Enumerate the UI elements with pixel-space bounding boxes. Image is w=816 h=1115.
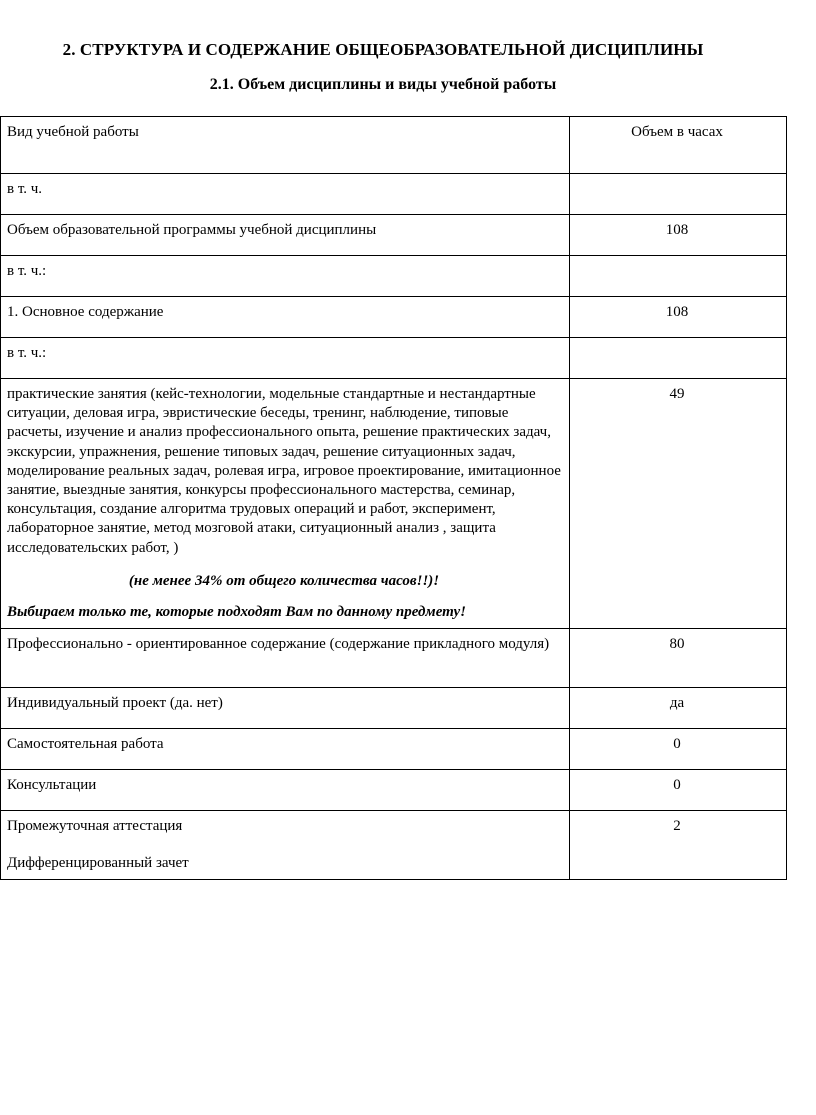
row-label: Профессионально - ориентированное содержание (содержание прикладного модуля)	[1, 629, 570, 688]
attestation-sublabel: Дифференцированный зачет	[7, 855, 189, 872]
row-label: 1. Основное содержание	[1, 297, 570, 338]
practical-note-percent: (не менее 34% от общего количества часов!!)!	[128, 572, 440, 589]
row-label: в т. ч.:	[1, 338, 570, 379]
table-row	[1, 215, 787, 256]
table-row	[1, 629, 787, 688]
row-label: Индивидуальный проект (да. нет)	[1, 688, 570, 729]
row-value: 0	[570, 729, 787, 770]
table-row	[1, 174, 787, 215]
row-label: Промежуточная аттестация	[7, 818, 183, 835]
row-value: 108	[570, 297, 787, 338]
table-header-row	[1, 117, 787, 174]
discipline-volume-table	[0, 116, 787, 880]
header-cell-hours: Объем в часах	[570, 117, 787, 174]
row-label: в т. ч.:	[1, 256, 570, 297]
page-title: 2. СТРУКТУРА И СОДЕРЖАНИЕ ОБЩЕОБРАЗОВАТЕЛЬНОЙ ДИСЦИПЛИНЫ	[62, 40, 704, 59]
row-value	[570, 256, 787, 297]
table-row	[1, 297, 787, 338]
header-cell-activity-type: Вид учебной работы	[1, 117, 570, 174]
row-label: Консультации	[1, 770, 570, 811]
row-value: 2	[570, 811, 787, 880]
row-label: Объем образовательной программы учебной дисциплины	[1, 215, 570, 256]
row-value: 0	[570, 770, 787, 811]
row-value	[570, 174, 787, 215]
page-subtitle: 2.1. Объем дисциплины и виды учебной работы	[209, 76, 557, 93]
practical-note-select: Выбираем только те, которые подходят Вам по данному предмету!	[7, 603, 466, 620]
row-label: в т. ч.	[1, 174, 570, 215]
table-row-practical	[1, 379, 787, 629]
row-value: да	[570, 688, 787, 729]
row-label: Самостоятельная работа	[1, 729, 570, 770]
table-row	[1, 688, 787, 729]
row-value: 80	[570, 629, 787, 688]
table-row-attestation	[1, 811, 787, 880]
row-value: 49	[570, 379, 787, 629]
table-row	[1, 338, 787, 379]
practical-cell	[1, 379, 570, 629]
attestation-cell	[1, 811, 570, 880]
row-value: 108	[570, 215, 787, 256]
table-row	[1, 770, 787, 811]
table-row	[1, 729, 787, 770]
row-value	[570, 338, 787, 379]
practical-description: практические занятия (кейс-технологии, модельные стандартные и нестандартные ситуации, деловая игра, эвристические беседы, тренинг, наблюдение, типовые расчеты, изучение и анализ профессионального опыта, решение практических задач, экскурсии, упражнения, решение типовых задач, решение ситуационных задач, моделирование реальных задач, ролевая игра, игровое проектирование, имитационное занятие, выездные занятия, конкурсы профессионального мастерства, семинар, консультация, создание алгоритма трудовых операций и работ, эксперимент, лабораторное занятие, метод мозговой атаки, ситуационный анализ , защита исследовательских работ, )	[7, 386, 561, 556]
table-row	[1, 256, 787, 297]
